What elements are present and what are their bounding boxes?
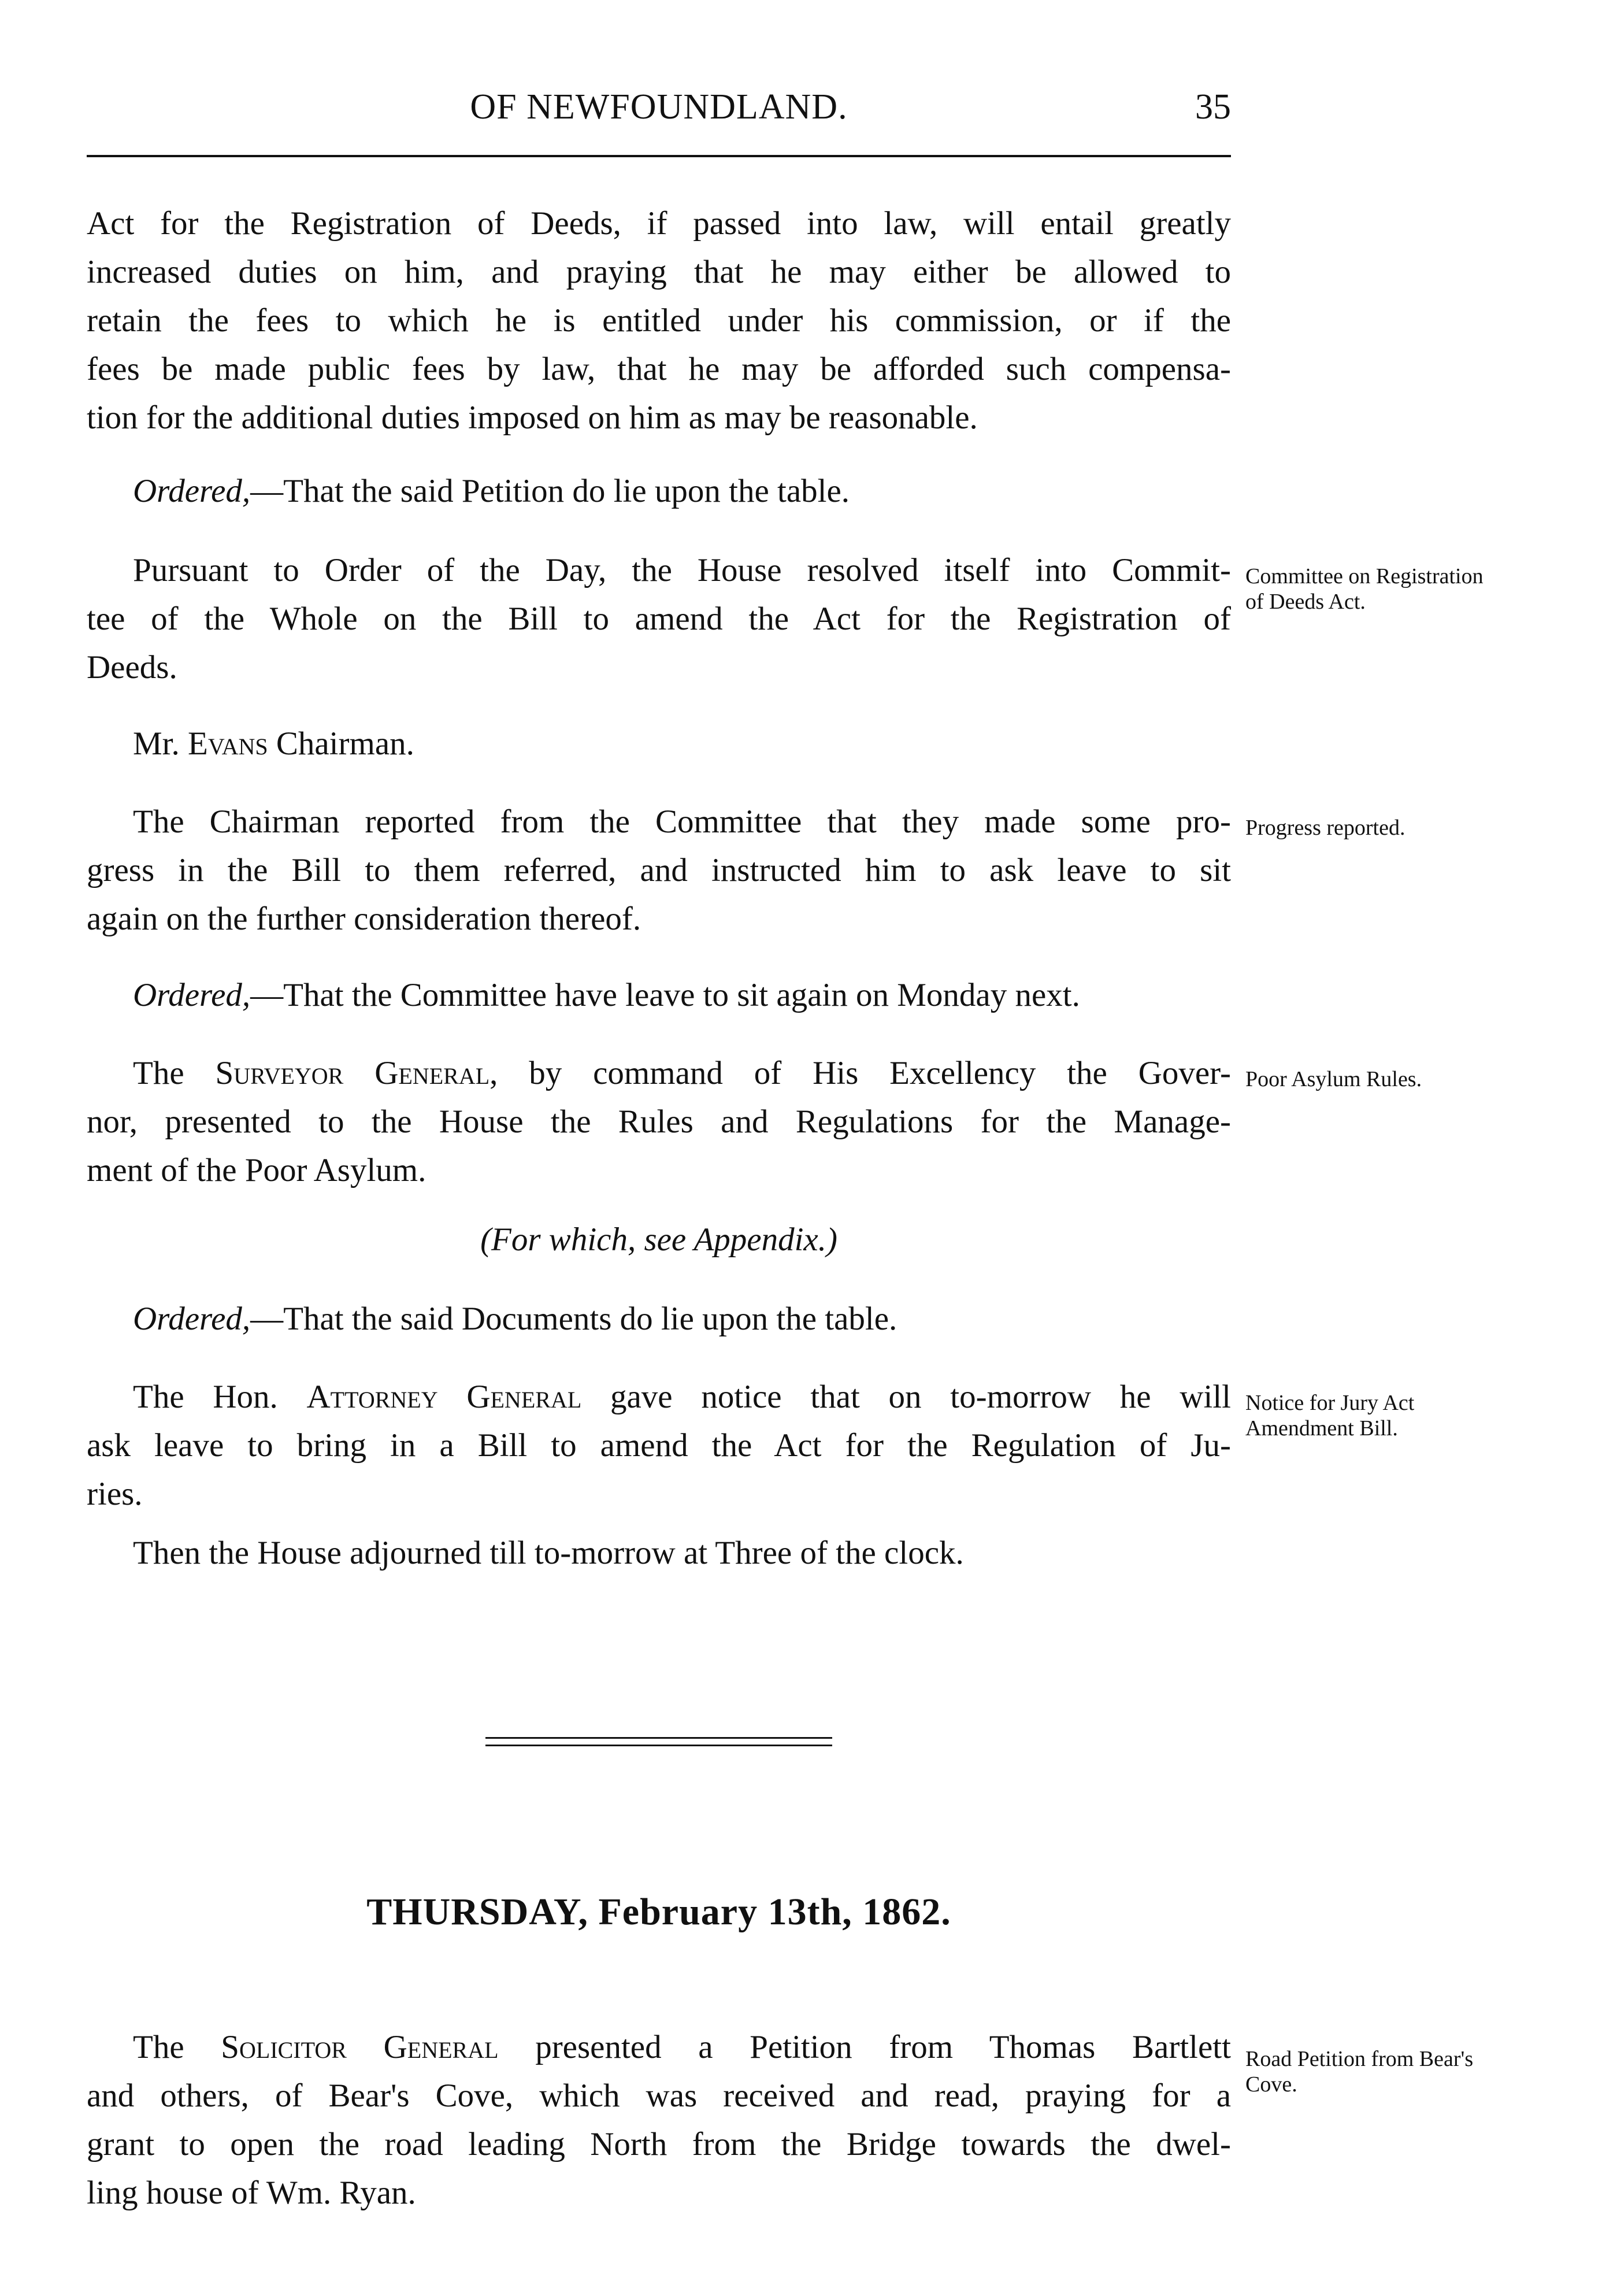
text-line: nor, presented to the House the Rules and Regulations for the Manage- — [87, 1103, 1231, 1140]
margin-note-line: Road Petition from Bear's — [1245, 2047, 1474, 2071]
text-line — [87, 467, 1231, 516]
text-fragment: presented a Petition from Thomas Bartlett — [498, 2029, 1231, 2065]
text-line — [87, 720, 1231, 768]
paragraph-ordered-petition — [87, 467, 1231, 516]
page-number: 35 — [1195, 87, 1231, 127]
margin-note-committee-registration — [1245, 564, 1604, 614]
ordered-label: Ordered, — [133, 977, 251, 1013]
paragraph-adjourned — [87, 1529, 1231, 1577]
margin-note-line: Amendment Bill. — [1245, 1416, 1398, 1440]
text-line — [87, 1049, 1231, 1098]
text-line: and others, of Bear's Cove, which was received and read, praying for a — [87, 2077, 1231, 2114]
text-fragment: Mr. — [133, 725, 188, 762]
paragraph-chairman — [87, 720, 1231, 768]
page-header — [87, 87, 1231, 133]
margin-note-poor-asylum: Poor Asylum Rules. — [1245, 1067, 1422, 1091]
separator-rule — [485, 1745, 832, 1746]
text-line: tee of the Whole on the Bill to amend the Act for the Registration of — [87, 601, 1231, 637]
running-title: OF NEWFOUNDLAND. — [470, 87, 848, 127]
text-fragment: The Hon. — [133, 1379, 307, 1415]
paragraph-attorney-general — [87, 1373, 1231, 1519]
officer-name: Solicitor General — [221, 2029, 499, 2065]
text-line: Pursuant to Order of the Day, the House resolved itself into Commit- — [133, 552, 1231, 588]
text-line: ment of the Poor Asylum. — [87, 1152, 426, 1188]
margin-note-progress: Progress reported. — [1245, 816, 1405, 840]
margin-note-jury-act — [1245, 1390, 1604, 1441]
text-line: ask leave to bring in a Bill to amend the Act for the Regulation of Ju- — [87, 1427, 1231, 1464]
text-line: Deeds. — [87, 649, 177, 686]
officer-name: Attorney General — [306, 1379, 582, 1415]
ordered-text: —That the said Petition do lie upon the table. — [250, 473, 850, 509]
text-line: grant to open the road leading North from the Bridge towards the dwel- — [87, 2126, 1231, 2162]
text-fragment: gave notice that on to-morrow he will — [581, 1379, 1232, 1415]
paragraph-petition-continuation — [87, 199, 1231, 442]
section-separator — [485, 1737, 832, 1749]
ordered-label: Ordered, — [133, 473, 251, 509]
text-fragment: The — [133, 2029, 221, 2065]
margin-note-road-petition — [1245, 2046, 1604, 2097]
paragraph-surveyor-general — [87, 1049, 1231, 1195]
paragraph-solicitor-general — [87, 2023, 1231, 2217]
text-line: retain the fees to which he is entitled under his commission, or if the — [87, 302, 1231, 339]
text-fragment: Chairman. — [268, 725, 414, 762]
ordered-text: —That the Committee have leave to sit again on Monday next. — [250, 977, 1080, 1013]
text-line: tion for the additional duties imposed on him as may be reasonable. — [87, 399, 978, 436]
ordered-text: —That the said Documents do lie upon the table. — [250, 1301, 897, 1337]
margin-note-line: Notice for Jury Act — [1245, 1391, 1415, 1415]
text-line — [87, 2023, 1231, 2072]
paragraph-progress — [87, 798, 1231, 943]
ordered-label: Ordered, — [133, 1301, 251, 1337]
text-line: again on the further consideration thereof. — [87, 901, 641, 937]
text-line: increased duties on him, and praying that he may either be allowed to — [87, 254, 1231, 290]
text-line — [87, 1295, 1231, 1343]
text-fragment: , by command of His Excellency the Gover- — [489, 1055, 1231, 1091]
margin-note-line: of Deeds Act. — [1245, 590, 1366, 614]
text-line: ries. — [87, 1476, 143, 1512]
text-line — [87, 1373, 1231, 1421]
separator-rule — [485, 1737, 832, 1739]
officer-name: Surveyor General — [215, 1055, 490, 1091]
text-line: fees be made public fees by law, that he may be afforded such compensa- — [87, 351, 1231, 387]
paragraph-ordered-documents — [87, 1295, 1231, 1343]
text-line — [87, 971, 1231, 1020]
header-rule — [87, 155, 1231, 157]
date-heading: THURSDAY, February 13th, 1862. — [366, 1891, 951, 1933]
margin-note-line: Cove. — [1245, 2072, 1297, 2097]
text-line: Act for the Registration of Deeds, if passed into law, will entail greatly — [87, 205, 1231, 242]
paragraph-committee-whole — [87, 546, 1231, 692]
text-line: ling house of Wm. Ryan. — [87, 2175, 416, 2211]
paragraph-ordered-committee — [87, 971, 1231, 1020]
text-line: Then the House adjourned till to-morrow at Three of the clock. — [133, 1535, 964, 1571]
chairman-name: Evans — [188, 725, 268, 762]
margin-note-line: Committee on Registration — [1245, 564, 1484, 588]
text-line: The Chairman reported from the Committee that they made some pro- — [133, 803, 1231, 840]
text-fragment: The — [133, 1055, 216, 1091]
text-line: gress in the Bill to them referred, and instructed him to ask leave to sit — [87, 852, 1231, 888]
appendix-reference: (For which, see Appendix.) — [480, 1221, 837, 1258]
